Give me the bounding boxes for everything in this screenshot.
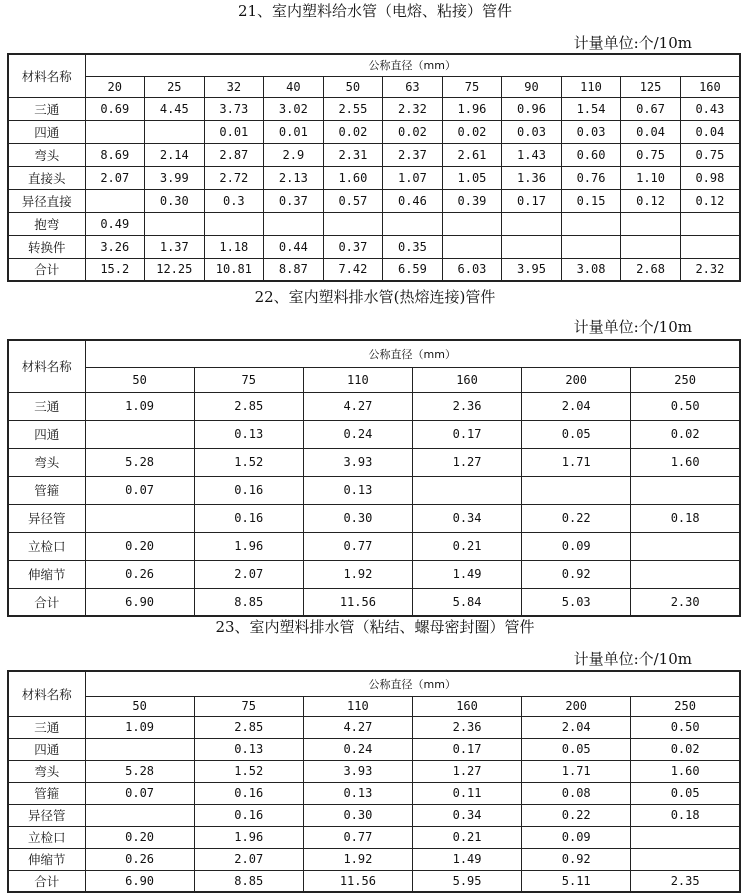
value-cell: 0.49 (85, 212, 145, 235)
material-name-cell: 四通 (8, 738, 85, 760)
value-cell (442, 235, 502, 258)
value-cell: 2.87 (204, 143, 264, 166)
table-22 (7, 339, 741, 617)
diameter-cell: 125 (621, 76, 681, 97)
value-cell: 3.95 (502, 258, 562, 281)
value-cell: 5.11 (522, 870, 631, 892)
value-cell: 2.04 (522, 392, 631, 420)
value-cell: 0.03 (502, 120, 562, 143)
value-cell: 2.30 (631, 588, 740, 616)
diameter-cell: 25 (145, 76, 205, 97)
value-cell (522, 476, 631, 504)
value-cell: 0.09 (522, 532, 631, 560)
value-cell (85, 189, 145, 212)
value-cell: 1.05 (442, 166, 502, 189)
value-cell (621, 212, 681, 235)
value-cell: 0.26 (85, 560, 194, 588)
table-row (8, 560, 740, 588)
table-row (8, 258, 740, 281)
value-cell: 3.02 (264, 97, 324, 120)
value-cell: 1.43 (502, 143, 562, 166)
value-cell: 1.71 (522, 448, 631, 476)
value-cell: 1.96 (194, 826, 303, 848)
value-cell: 2.32 (680, 258, 740, 281)
diameter-cell: 200 (522, 696, 631, 716)
value-cell: 8.85 (194, 588, 303, 616)
value-cell: 12.25 (145, 258, 205, 281)
value-cell (412, 476, 521, 504)
material-name-cell: 四通 (8, 420, 85, 448)
value-cell: 0.13 (303, 476, 412, 504)
value-cell: 1.10 (621, 166, 681, 189)
value-cell: 0.30 (303, 804, 412, 826)
table-row (8, 826, 740, 848)
value-cell: 2.07 (194, 560, 303, 588)
value-cell: 0.67 (621, 97, 681, 120)
value-cell: 0.16 (194, 804, 303, 826)
value-cell: 0.07 (85, 782, 194, 804)
value-cell (621, 235, 681, 258)
table-row (8, 392, 740, 420)
value-cell: 0.17 (412, 420, 521, 448)
value-cell: 5.28 (85, 760, 194, 782)
value-cell: 0.02 (631, 420, 740, 448)
value-cell: 0.21 (412, 532, 521, 560)
value-cell: 0.11 (412, 782, 521, 804)
value-cell: 2.36 (412, 392, 521, 420)
value-cell (442, 212, 502, 235)
value-cell: 0.98 (680, 166, 740, 189)
value-cell: 2.07 (194, 848, 303, 870)
value-cell: 11.56 (303, 588, 412, 616)
diameter-cell: 160 (680, 76, 740, 97)
value-cell: 1.54 (561, 97, 621, 120)
material-name-cell: 伸缩节 (8, 560, 85, 588)
value-cell: 1.36 (502, 166, 562, 189)
diameter-cell: 90 (502, 76, 562, 97)
table-row (8, 760, 740, 782)
value-cell: 0.15 (561, 189, 621, 212)
material-name-cell: 管箍 (8, 782, 85, 804)
material-name-cell: 直接头 (8, 166, 85, 189)
value-cell: 0.22 (522, 804, 631, 826)
value-cell: 3.93 (303, 760, 412, 782)
value-cell: 0.16 (194, 476, 303, 504)
value-cell: 5.03 (522, 588, 631, 616)
value-cell (85, 738, 194, 760)
value-cell: 0.09 (522, 826, 631, 848)
value-cell: 0.37 (323, 235, 383, 258)
value-cell: 3.99 (145, 166, 205, 189)
value-cell: 2.31 (323, 143, 383, 166)
value-cell: 0.22 (522, 504, 631, 532)
value-cell: 0.05 (631, 782, 740, 804)
table-row (8, 782, 740, 804)
value-cell: 0.76 (561, 166, 621, 189)
value-cell: 0.96 (502, 97, 562, 120)
table-row (8, 870, 740, 892)
value-cell: 0.35 (383, 235, 443, 258)
diameter-row (8, 367, 740, 392)
value-cell: 0.13 (303, 782, 412, 804)
value-cell: 1.60 (631, 760, 740, 782)
material-name-cell: 异径直接 (8, 189, 85, 212)
value-cell (145, 212, 205, 235)
header-row (8, 671, 740, 696)
value-cell: 0.26 (85, 848, 194, 870)
value-cell: 0.07 (85, 476, 194, 504)
value-cell: 0.44 (264, 235, 324, 258)
table-row (8, 143, 740, 166)
value-cell: 15.2 (85, 258, 145, 281)
value-cell: 0.02 (323, 120, 383, 143)
value-cell: 0.30 (303, 504, 412, 532)
value-cell (85, 504, 194, 532)
table-row (8, 738, 740, 760)
table-row (8, 504, 740, 532)
value-cell (383, 212, 443, 235)
diameter-cell: 250 (631, 367, 740, 392)
value-cell (631, 826, 740, 848)
table-row (8, 588, 740, 616)
diameter-cell: 75 (194, 367, 303, 392)
value-cell: 1.37 (145, 235, 205, 258)
value-cell (85, 420, 194, 448)
value-cell: 0.92 (522, 560, 631, 588)
value-cell (631, 532, 740, 560)
value-cell: 4.27 (303, 392, 412, 420)
value-cell: 0.05 (522, 420, 631, 448)
value-cell: 4.27 (303, 716, 412, 738)
material-name-cell: 伸缩节 (8, 848, 85, 870)
value-cell: 2.07 (85, 166, 145, 189)
value-cell: 1.07 (383, 166, 443, 189)
value-cell: 6.59 (383, 258, 443, 281)
value-cell: 0.12 (680, 189, 740, 212)
value-cell: 0.24 (303, 420, 412, 448)
value-cell: 0.77 (303, 826, 412, 848)
diameter-cell: 160 (412, 696, 521, 716)
value-cell: 0.39 (442, 189, 502, 212)
table-row (8, 120, 740, 143)
value-cell: 0.05 (522, 738, 631, 760)
material-name-cell: 异径管 (8, 804, 85, 826)
value-cell (204, 212, 264, 235)
material-name-cell: 四通 (8, 120, 85, 143)
value-cell: 0.03 (561, 120, 621, 143)
diameter-cell: 20 (85, 76, 145, 97)
table-row (8, 716, 740, 738)
value-cell: 8.87 (264, 258, 324, 281)
value-cell: 2.35 (631, 870, 740, 892)
table-row (8, 97, 740, 120)
value-cell: 2.32 (383, 97, 443, 120)
value-cell: 3.08 (561, 258, 621, 281)
material-name-header: 材料名称 (8, 340, 85, 392)
value-cell (631, 560, 740, 588)
value-cell: 2.13 (264, 166, 324, 189)
value-cell: 1.92 (303, 848, 412, 870)
value-cell: 2.37 (383, 143, 443, 166)
material-name-cell: 异径管 (8, 504, 85, 532)
table-row (8, 189, 740, 212)
table-row (8, 166, 740, 189)
table-23 (7, 670, 741, 893)
value-cell: 0.3 (204, 189, 264, 212)
diameter-cell: 110 (561, 76, 621, 97)
value-cell: 2.72 (204, 166, 264, 189)
value-cell: 1.60 (631, 448, 740, 476)
value-cell: 6.90 (85, 588, 194, 616)
value-cell: 0.50 (631, 392, 740, 420)
table-row (8, 448, 740, 476)
table-23-unit: 计量单位:个/10m (573, 650, 692, 668)
value-cell (85, 804, 194, 826)
nominal-diameter-header: 公称直径（mm） (85, 54, 740, 76)
value-cell: 1.18 (204, 235, 264, 258)
value-cell: 0.30 (145, 189, 205, 212)
material-name-cell: 立检口 (8, 532, 85, 560)
value-cell: 0.01 (264, 120, 324, 143)
value-cell: 0.20 (85, 532, 194, 560)
value-cell: 0.50 (631, 716, 740, 738)
table-22-unit: 计量单位:个/10m (573, 318, 692, 336)
material-name-cell: 弯头 (8, 448, 85, 476)
value-cell: 2.14 (145, 143, 205, 166)
value-cell: 4.45 (145, 97, 205, 120)
value-cell: 0.04 (680, 120, 740, 143)
value-cell: 1.52 (194, 760, 303, 782)
header-row (8, 54, 740, 76)
nominal-diameter-header: 公称直径（mm） (85, 340, 740, 367)
value-cell: 2.36 (412, 716, 521, 738)
material-name-cell: 三通 (8, 716, 85, 738)
value-cell: 1.96 (442, 97, 502, 120)
value-cell: 2.85 (194, 716, 303, 738)
value-cell: 0.57 (323, 189, 383, 212)
value-cell: 3.73 (204, 97, 264, 120)
value-cell (85, 120, 145, 143)
diameter-row (8, 696, 740, 716)
value-cell: 0.75 (680, 143, 740, 166)
value-cell: 0.43 (680, 97, 740, 120)
diameter-cell: 200 (522, 367, 631, 392)
value-cell: 0.04 (621, 120, 681, 143)
value-cell: 8.85 (194, 870, 303, 892)
value-cell: 0.17 (412, 738, 521, 760)
value-cell (680, 212, 740, 235)
value-cell: 0.17 (502, 189, 562, 212)
material-name-cell: 三通 (8, 392, 85, 420)
value-cell: 0.08 (522, 782, 631, 804)
table-row (8, 804, 740, 826)
diameter-cell: 50 (85, 367, 194, 392)
value-cell: 11.56 (303, 870, 412, 892)
table-23-title: 23、室内塑料排水管（粘结、螺母密封圈）管件 (215, 618, 535, 636)
diameter-cell: 50 (323, 76, 383, 97)
value-cell: 1.27 (412, 448, 521, 476)
value-cell: 1.49 (412, 560, 521, 588)
diameter-cell: 75 (194, 696, 303, 716)
diameter-cell: 250 (631, 696, 740, 716)
value-cell: 1.52 (194, 448, 303, 476)
value-cell: 0.01 (204, 120, 264, 143)
table-row (8, 532, 740, 560)
diameter-cell: 63 (383, 76, 443, 97)
diameter-cell: 160 (412, 367, 521, 392)
value-cell: 0.02 (631, 738, 740, 760)
value-cell: 1.60 (323, 166, 383, 189)
value-cell: 1.49 (412, 848, 521, 870)
table-row (8, 476, 740, 504)
value-cell (561, 212, 621, 235)
header-row (8, 340, 740, 367)
material-name-cell: 转换件 (8, 235, 85, 258)
table-22-title: 22、室内塑料排水管(热熔连接)管件 (254, 288, 496, 306)
value-cell: 0.37 (264, 189, 324, 212)
value-cell: 10.81 (204, 258, 264, 281)
value-cell: 0.21 (412, 826, 521, 848)
value-cell: 1.09 (85, 716, 194, 738)
value-cell (631, 848, 740, 870)
nominal-diameter-header: 公称直径（mm） (85, 671, 740, 696)
diameter-cell: 110 (303, 367, 412, 392)
table-row (8, 848, 740, 870)
value-cell: 0.20 (85, 826, 194, 848)
value-cell: 0.18 (631, 504, 740, 532)
value-cell: 0.34 (412, 504, 521, 532)
material-name-cell: 合计 (8, 258, 85, 281)
value-cell: 5.95 (412, 870, 521, 892)
value-cell: 5.84 (412, 588, 521, 616)
diameter-row (8, 76, 740, 97)
material-name-cell: 弯头 (8, 143, 85, 166)
value-cell: 0.02 (383, 120, 443, 143)
value-cell (323, 212, 383, 235)
value-cell: 1.71 (522, 760, 631, 782)
value-cell: 1.27 (412, 760, 521, 782)
value-cell (145, 120, 205, 143)
table-row (8, 420, 740, 448)
value-cell: 2.61 (442, 143, 502, 166)
value-cell: 8.69 (85, 143, 145, 166)
material-name-cell: 立检口 (8, 826, 85, 848)
value-cell (502, 212, 562, 235)
value-cell: 2.85 (194, 392, 303, 420)
material-name-header: 材料名称 (8, 54, 85, 97)
diameter-cell: 40 (264, 76, 324, 97)
value-cell: 3.26 (85, 235, 145, 258)
material-name-cell: 合计 (8, 870, 85, 892)
value-cell: 0.13 (194, 738, 303, 760)
value-cell: 0.13 (194, 420, 303, 448)
value-cell (264, 212, 324, 235)
value-cell (502, 235, 562, 258)
value-cell: 1.92 (303, 560, 412, 588)
value-cell: 2.68 (621, 258, 681, 281)
value-cell: 0.12 (621, 189, 681, 212)
value-cell: 0.60 (561, 143, 621, 166)
material-name-cell: 弯头 (8, 760, 85, 782)
table-row (8, 212, 740, 235)
diameter-cell: 32 (204, 76, 264, 97)
value-cell: 0.69 (85, 97, 145, 120)
material-name-cell: 管箍 (8, 476, 85, 504)
value-cell: 0.34 (412, 804, 521, 826)
table-row (8, 235, 740, 258)
value-cell: 5.28 (85, 448, 194, 476)
value-cell: 6.90 (85, 870, 194, 892)
value-cell: 6.03 (442, 258, 502, 281)
material-name-cell: 三通 (8, 97, 85, 120)
material-name-cell: 抱弯 (8, 212, 85, 235)
table-21 (7, 53, 741, 282)
value-cell: 0.77 (303, 532, 412, 560)
value-cell: 0.16 (194, 504, 303, 532)
material-name-cell: 合计 (8, 588, 85, 616)
diameter-cell: 110 (303, 696, 412, 716)
table-21-unit: 计量单位:个/10m (573, 34, 692, 52)
value-cell: 1.09 (85, 392, 194, 420)
value-cell: 1.96 (194, 532, 303, 560)
value-cell: 0.46 (383, 189, 443, 212)
value-cell: 3.93 (303, 448, 412, 476)
value-cell (561, 235, 621, 258)
value-cell: 0.92 (522, 848, 631, 870)
value-cell: 0.75 (621, 143, 681, 166)
table-21-title: 21、室内塑料给水管（电熔、粘接）管件 (237, 2, 513, 20)
value-cell: 0.16 (194, 782, 303, 804)
diameter-cell: 50 (85, 696, 194, 716)
value-cell: 0.02 (442, 120, 502, 143)
value-cell (631, 476, 740, 504)
value-cell: 2.55 (323, 97, 383, 120)
value-cell: 7.42 (323, 258, 383, 281)
value-cell: 2.9 (264, 143, 324, 166)
value-cell (680, 235, 740, 258)
value-cell: 0.24 (303, 738, 412, 760)
material-name-header: 材料名称 (8, 671, 85, 716)
diameter-cell: 75 (442, 76, 502, 97)
value-cell: 2.04 (522, 716, 631, 738)
value-cell: 0.18 (631, 804, 740, 826)
